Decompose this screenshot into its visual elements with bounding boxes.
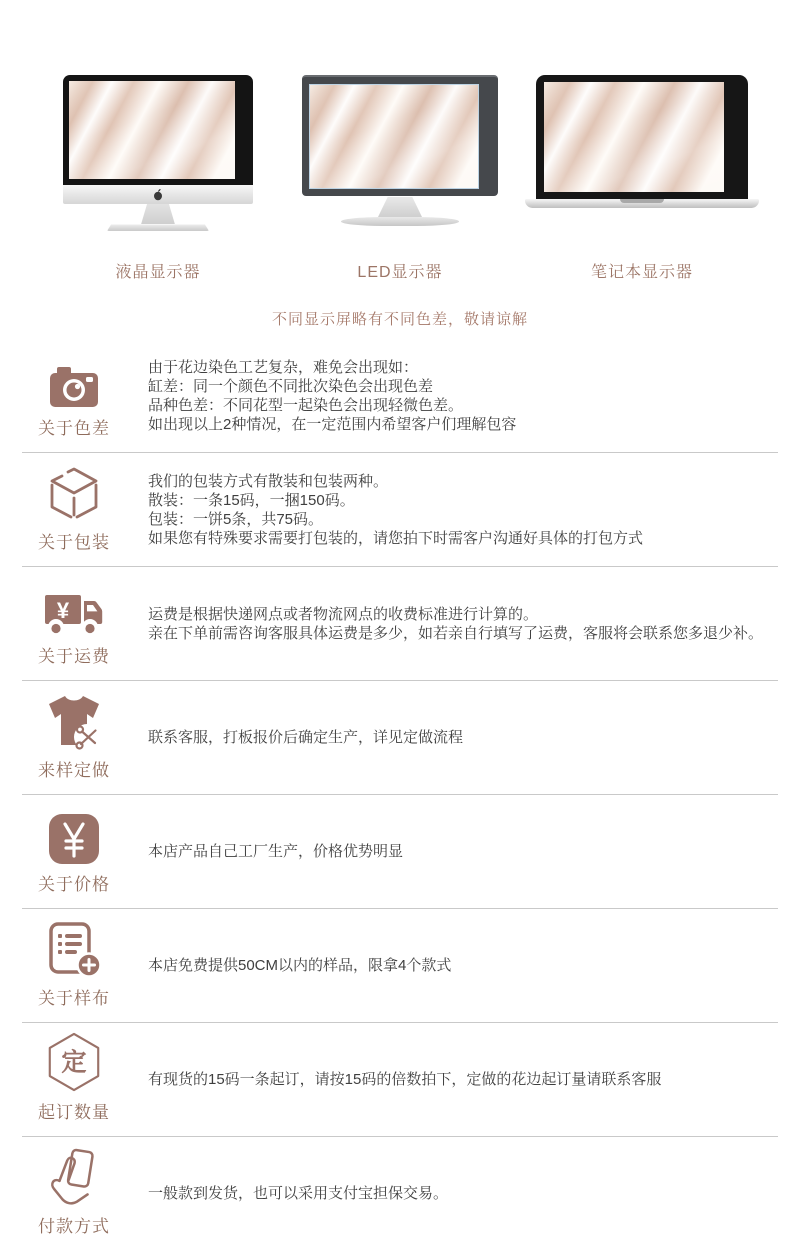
section-label: 付款方式	[38, 1216, 110, 1236]
delivery-truck-icon	[43, 581, 105, 637]
led-monitor-column	[294, 75, 506, 282]
section-text	[148, 1184, 800, 1203]
section-label: 关于价格	[38, 874, 110, 894]
lcd-monitor-stand-base	[107, 224, 209, 231]
section-label: 起订数量	[38, 1102, 110, 1122]
package-cube-icon	[46, 467, 102, 523]
led-monitor-image	[302, 75, 498, 231]
fabric-screen-preview	[69, 81, 235, 179]
hand-card-icon	[46, 1151, 102, 1207]
section-text	[148, 728, 800, 747]
text-line: 联系客服，打板报价后确定生产，详见定做流程	[148, 729, 464, 746]
section-icon-col	[24, 1037, 124, 1123]
section-label: 关于运费	[38, 646, 110, 666]
section-label: 关于样布	[38, 988, 110, 1008]
section-icon-col	[24, 1151, 124, 1237]
section-text	[148, 472, 800, 548]
sample-list-plus-icon	[46, 923, 102, 979]
led-monitor-bezel	[302, 75, 498, 196]
text-line: 如出现以上2种情况，在一定范围内希望客户们理解包容	[148, 415, 517, 433]
laptop-base	[525, 199, 759, 208]
text-line: 品种色差：不同花型一起染色会出现轻微色差。	[148, 396, 464, 414]
section-sample-fabric	[0, 909, 800, 1022]
text-line: 本店产品自己工厂生产，价格优势明显	[148, 843, 404, 860]
shirt-scissors-icon	[44, 695, 104, 751]
lcd-monitor-stand-neck	[141, 204, 175, 225]
text-line: 散装：一条15码，一捆150码。	[148, 491, 355, 509]
section-text	[148, 605, 800, 643]
section-packaging	[0, 453, 800, 566]
hexagon-order-icon	[45, 1037, 103, 1093]
fabric-screen-preview	[309, 84, 479, 189]
section-text	[148, 358, 800, 434]
section-icon-col	[24, 809, 124, 895]
color-difference-note: 不同显示屏略有不同色差，敬请谅解	[271, 311, 528, 328]
section-shipping	[0, 567, 800, 680]
section-icon-col	[24, 353, 124, 439]
section-payment	[0, 1137, 800, 1243]
text-line: 由于花边染色工艺复杂，难免会出现如：	[148, 358, 419, 376]
section-text	[148, 956, 800, 975]
section-label: 关于包装	[38, 532, 110, 552]
lcd-monitor-image	[63, 75, 253, 231]
section-label: 关于色差	[38, 418, 110, 438]
text-line: 缸差：同一个颜色不同批次染色会出现色差	[148, 377, 434, 395]
monitor-comparison-row	[0, 75, 800, 282]
text-line: 我们的包装方式有散装和包装两种。	[148, 472, 389, 490]
section-minimum-order	[0, 1023, 800, 1136]
section-text	[148, 842, 800, 861]
text-line: 包装：一饼5条，共75码。	[148, 510, 324, 528]
section-icon-col	[24, 923, 124, 1009]
text-line: 运费是根据快递网点或者物流网点的收费标准进行计算的。	[148, 605, 539, 623]
text-line: 本店免费提供50CM以内的样品，限拿4个款式	[148, 957, 452, 974]
led-monitor-stand-neck	[378, 197, 422, 217]
laptop-notch	[620, 199, 664, 203]
section-price	[0, 795, 800, 908]
yuan-symbol: ¥	[56, 597, 70, 623]
yuan-badge-icon	[48, 809, 100, 865]
text-line: 亲在下单前需咨询客服具体运费是多少，如若亲自行填写了运费，客服将会联系您多退少补。	[148, 624, 764, 642]
section-text	[148, 1070, 800, 1089]
lcd-monitor-bezel	[63, 75, 253, 185]
laptop-label: 笔记本显示器	[590, 264, 693, 281]
section-icon-col	[24, 467, 124, 553]
section-color-difference	[0, 339, 800, 452]
laptop-image	[525, 75, 759, 231]
section-custom-made	[0, 681, 800, 794]
apple-logo-icon	[153, 188, 163, 201]
fabric-screen-preview	[544, 82, 724, 192]
ding-character: 定	[61, 1048, 87, 1077]
section-icon-col	[24, 581, 124, 667]
info-sections	[0, 339, 800, 1243]
section-icon-col	[24, 695, 124, 781]
led-monitor-label: LED显示器	[357, 264, 443, 281]
laptop-column	[536, 75, 748, 282]
text-line: 有现货的15码一条起订，请按15码的倍数拍下，定做的花边起订量请联系客服	[148, 1071, 662, 1088]
lcd-monitor-label: 液晶显示器	[115, 264, 201, 281]
lcd-monitor-chin	[63, 185, 253, 204]
laptop-bezel	[536, 75, 748, 199]
text-line: 一般款到发货，也可以采用支付宝担保交易。	[148, 1185, 449, 1202]
lcd-monitor-column	[52, 75, 264, 282]
text-line: 如果您有特殊要求需要打包装的，请您拍下时需客户沟通好具体的打包方式	[148, 529, 644, 547]
camera-icon	[49, 353, 99, 409]
led-monitor-stand-base	[341, 217, 459, 226]
section-label: 来样定做	[38, 760, 110, 780]
